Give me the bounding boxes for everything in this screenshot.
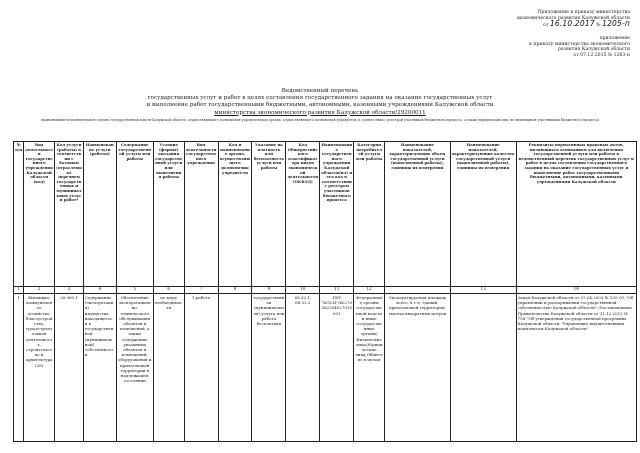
table-cell: государственная (муниципальная) услуга или работа бесплатная [252,294,286,442]
header-row [14,142,637,287]
column-number: 5 [116,287,153,294]
header-cell: Условие (формы) оказания государственной услуги или выполнения работы [153,142,184,287]
header-cell: Вид деятельности государственного учреждения Калужской области (код) [24,142,55,287]
table-cell: по мере необходимости [153,294,184,442]
table-cell: Закон Калужской области от 07.04.2003 № 192-ОЗ "Об управлении и распоряжении государственной собственностью Калужской области"; Постановление Правительства Калужской области от 31.12.2013 № 754 "Об утверждении государственной программы Калужской области "Управление имущественным комплексом Калужской области" [516,294,636,442]
sub-appendix-block [529,36,630,58]
table-cell [218,294,252,442]
column-number: 6 [153,287,184,294]
title-line4: министерства экономического развития Калужской области/29200011 [214,109,426,116]
sub-line1: приложение [599,36,630,41]
column-number: 2 [24,287,55,294]
column-number: 4 [83,287,116,294]
document-title [0,88,640,117]
appendix-number: 1205-п [602,19,630,29]
column-number: 7 [184,287,218,294]
column-number: 14 [516,287,636,294]
column-number: 1 [14,287,24,294]
table-cell: Эксплуатируемая площадь всего, в т.ч. зданий, прилегающей территории, тысяча квадратных метров [385,294,451,442]
caption-note: (наименование исполнительного органа государственной власти Калужской области, осуществляющего полномочия учредителя/код органа, осуществляющего полномочия учредителя, в соответствии с реестром участников бюджетного процесса, а также юридических лиц, не являющихся участниками бюджетного процесса) [40,118,600,122]
appendix-date-line: от 16.10.2017 № 1205-п [543,19,630,29]
header-cell: Реквизиты нормативных правовых актов, являющихся основанием для включения государственной услуги или работы в ведомственный перечень государственных услуг и работ в целях составления государственного задания на оказание государственных услуг и выполнение работ государственными бюджетными, автономными, казенными учреждениями Калужской области [516,142,636,287]
header-cell: Указание на платность или бесплатность услуги или работы [252,142,286,287]
sub-line3: развития Калужской области [557,47,630,53]
header-cell: № п/п [14,142,24,287]
header-cell: Наименование государственного учреждения Калужской области(ил) и его код в соответствии с реестром участников бюджетного процесса [320,142,354,287]
column-number: 8 [218,287,252,294]
title-line1: Ведомственный перечень [281,88,359,94]
appendix-line2: экономического развития Калужской области [516,15,630,21]
header-cell: Код услуги (работы) в соответствии с базовым (отраслевым) перечнем государственных и муниципальных услуг и работ* [55,142,84,287]
header-cell: Код Общероссийского классификатора видов экономической деятельности (ОКВЭД) [286,142,320,287]
header-cell: Категории потребителей услуги или работы [354,142,385,287]
table-cell: Федеральные органы государственной власти и иные государственные органы/Физические лица;Юридические лица;Общество в целом [354,294,385,442]
sub-line2: к приказу министерства экономического [529,41,630,47]
appendix-date: 16.10.2017 [549,19,595,29]
column-number: 10 [286,287,320,294]
column-number: 11 [320,287,354,294]
title-line2: государственных услуг и работ в целях составления государственного задания на оказание государственных услуг [147,95,493,102]
header-cell: Вид деятельности государственного учреждения [184,142,218,287]
header-cell: Код и наименование органа, осуществляющего полномочия учредителя [218,142,252,287]
column-number: 9 [252,287,286,294]
table-cell: 1 [14,294,24,442]
column-number: 13 [450,287,516,294]
table-cell: 1-работа [184,294,218,442]
column-number [385,287,451,294]
column-number-row [14,287,637,294]
table-cell [450,294,516,442]
table-cell: Жилищно-коммунальное хозяйство, благоустройство, градостроительная деятельность, строительство и архитектура (28) [24,294,55,442]
table-cell: ГБУ "КОСИ"/40270562304027010001 [320,294,354,442]
header-cell: Содержание государственной услуги или работы [116,142,153,287]
header-cell: Наименование услуги (работы) [83,142,116,287]
column-number: 3 [55,287,84,294]
appendix-block [517,10,630,29]
table-cell: 68.32.1, 68.32.2 [286,294,320,442]
table-cell: Содержание (эксплуатация) имущества, находящегося в государственной (муниципальной) собственности [83,294,116,442]
table-cell: 28.060.1 [55,294,84,442]
sub-line4: от 07.12.2015 № 1263-п [573,52,630,58]
column-number: 12 [354,287,385,294]
header-cell: Наименование показателей, характеризующих объем государственной услуги (выполненной работы), единицы их измерения [385,142,451,287]
services-table [13,141,637,442]
title-line3: и выполнение работ государственными бюджетными, автономными, казенными учреждениями Калужской области [146,102,494,109]
appendix-line1: Приложение к приказу министерства [537,10,630,15]
table-row [14,294,637,442]
header-cell: Наименование показателей, характеризующих качество государственной услуги (выполненной работы), единицы их измерения [450,142,516,287]
table-cell: Обеспечение эксплуатационно-технического обслуживания объектов и помещений, а также содержание указанных объектов и помещений, оборудования и прилегающей территории в надлежащем состоянии [116,294,153,442]
